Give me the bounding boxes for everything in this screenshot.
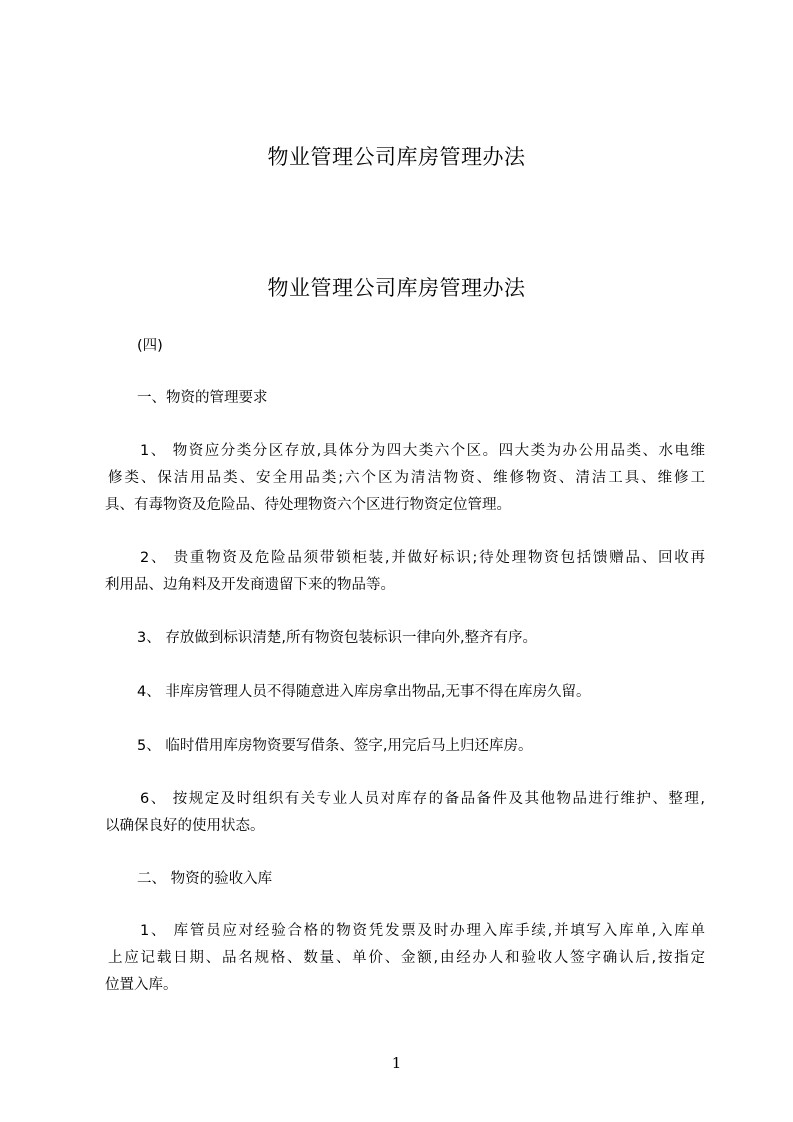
paragraph-line: 5、 临时借用库房物资要写借条、签字,用完后马上归还库房。 bbox=[137, 738, 533, 754]
paragraph-line: 4、 非库房管理人员不得随意进入库房拿出物品,无事不得在库房久留。 bbox=[137, 684, 591, 700]
part-label: (四) bbox=[137, 338, 163, 354]
paragraph-line: 1、 物资应分类分区存放,具体分为四大类六个区。四大类为办公用品类、水电维 bbox=[140, 443, 705, 459]
paragraph-line: 以确保良好的使用状态。 bbox=[105, 818, 265, 834]
paragraph-line: 3、 存放做到标识清楚,所有物资包装标识一律向外,整齐有序。 bbox=[137, 630, 538, 646]
paragraph-line: 上应记载日期、品名规格、数量、单价、金额,由经办人和验收人签字确认后,按指定 bbox=[108, 950, 705, 966]
paragraph-line: 利用品、边角料及开发商遗留下来的物品等。 bbox=[105, 577, 395, 593]
paragraph-line: 6、 按规定及时组织有关专业人员对库存的备品备件及其他物品进行维护、整理, bbox=[140, 791, 705, 807]
paragraph-line: 1、 库管员应对经验合格的物资凭发票及时办理入库手续,并填写入库单,入库单 bbox=[140, 923, 705, 939]
document-title: 物业管理公司库房管理办法 bbox=[267, 276, 526, 300]
paragraph-line: 修类、保洁用品类、安全用品类;六个区为清洁物资、维修物资、清洁工具、维修工 bbox=[108, 470, 705, 486]
section-heading-1: 一、物资的管理要求 bbox=[137, 390, 268, 406]
section-heading-2: 二、 物资的验收入库 bbox=[137, 871, 273, 887]
paragraph-line: 具、有毒物资及危险品、待处理物资六个区进行物资定位管理。 bbox=[105, 497, 511, 513]
cover-title: 物业管理公司库房管理办法 bbox=[267, 145, 526, 169]
page-number: 1 bbox=[391, 1054, 402, 1072]
paragraph-line: 位置入库。 bbox=[105, 977, 178, 993]
paragraph-line: 2、 贵重物资及危险品须带锁柜装,并做好标识;待处理物资包括馈赠品、回收再 bbox=[140, 550, 705, 566]
